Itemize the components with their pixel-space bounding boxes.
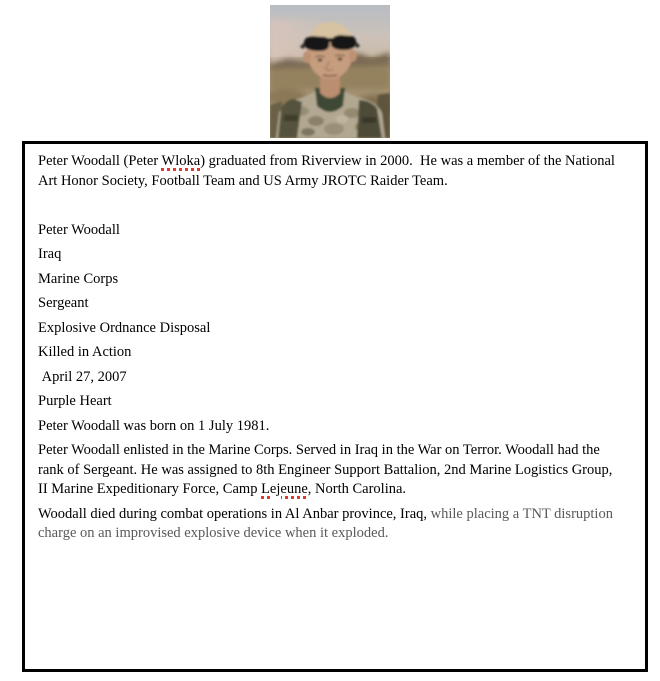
text-segment: ) graduated from Riverview in 2000. He was a member of the National Art Honor Society, Football Team and US Army JROTC Raider Team. (38, 153, 618, 189)
text-segment: Peter Woodall (38, 221, 120, 238)
text-segment: Peter Woodall (Peter (38, 153, 162, 169)
bio-text-box (22, 141, 648, 672)
bio-paragraph (38, 221, 621, 241)
bio-paragraph (38, 441, 621, 500)
text-segment: Marine Corps (38, 270, 119, 287)
text-segment: Sergeant (38, 295, 89, 311)
bio-paragraph (38, 319, 621, 339)
muted-text-segment: while placing a TNT disruption charge on an improvised explosive device when it exploded. (38, 505, 617, 541)
text-segment: Killed in Action (38, 344, 132, 360)
misspelled-word: Wloka (161, 153, 201, 169)
bio-paragraph (38, 245, 621, 265)
misspelled-word: Lejeune (261, 481, 308, 497)
bio-paragraphs (25, 144, 645, 544)
text-segment: , North Carolina. (307, 481, 407, 497)
text-segment: Peter Woodall enlisted in the Marine Corps. Served in Iraq in the War on Terror. Woodall had the rank of Sergeant. He was assigned to 8th Engineer Support Battalion, 2nd Marine Logistics Group, II Marine Expeditionary Force, Camp (38, 442, 617, 497)
bio-paragraph (38, 270, 621, 290)
bio-paragraph-blank (38, 196, 621, 216)
text-segment: Explosive Ordnance Disposal (38, 319, 211, 336)
text-segment: Iraq (38, 246, 62, 262)
bio-paragraph (38, 294, 621, 314)
text-segment: April 27, 2007 (38, 368, 127, 385)
bio-paragraph (38, 505, 621, 544)
text-segment: Purple Heart (38, 393, 112, 409)
bio-paragraph (38, 417, 621, 437)
soldier-photo (270, 5, 390, 138)
text-segment: Woodall died during combat operations in Al Anbar province, Iraq, (38, 505, 428, 522)
bio-paragraph (38, 368, 621, 388)
bio-paragraph (38, 343, 621, 363)
text-segment: Peter Woodall was born on 1 July 1981. (38, 417, 270, 434)
bio-paragraph (38, 392, 621, 412)
bio-paragraph (38, 152, 621, 191)
soldier-photo-illustration (270, 5, 390, 138)
